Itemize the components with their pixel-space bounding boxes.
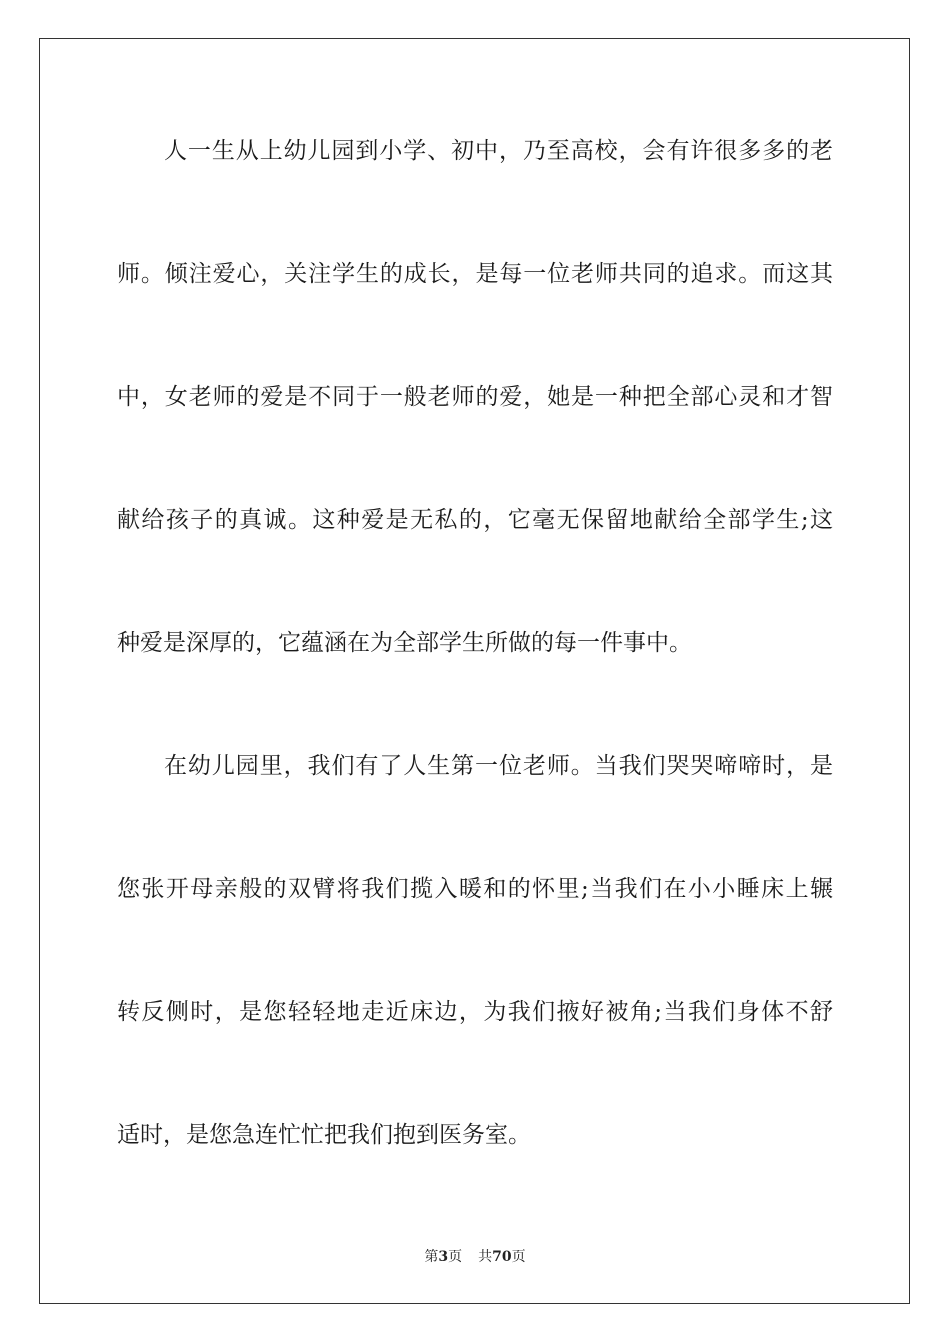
paragraph-1-line-5: 种爱是深厚的，它蕴涵在为全部学生所做的每一件事中。 (117, 630, 692, 656)
page-footer (0, 1247, 950, 1267)
paragraph-1-line-2: 师。倾注爱心，关注学生的成长，是每一位老师共同的追求。而这其 (117, 261, 833, 287)
paragraph-2-line-1: 在幼儿园里，我们有了人生第一位老师。当我们哭哭啼啼时，是 (164, 753, 833, 779)
paragraph-2-line-4: 适时，是您急连忙忙把我们抱到医务室。 (117, 1122, 531, 1148)
page-number: 3 (438, 1249, 449, 1265)
paragraph-1-line-4: 献给孩子的真诚。这种爱是无私的，它毫无保留地献给全部学生;这 (117, 507, 833, 533)
total-suffix: 页 (511, 1249, 526, 1265)
page-prefix: 第 (424, 1249, 439, 1265)
paragraph-2-line-3: 转反侧时，是您轻轻地走近床边，为我们掖好被角;当我们身体不舒 (117, 999, 833, 1025)
page-suffix: 页 (448, 1249, 463, 1265)
paragraph-1-line-1: 人一生从上幼儿园到小学、初中，乃至高校，会有许很多多的老 (164, 138, 833, 164)
paragraph-2-line-2: 您张开母亲般的双臂将我们揽入暖和的怀里;当我们在小小睡床上辗 (117, 876, 833, 902)
paragraph-1-line-3: 中，女老师的爱是不同于一般老师的爱，她是一种把全部心灵和才智 (117, 384, 833, 410)
total-pages: 70 (492, 1249, 512, 1265)
total-prefix: 共 (478, 1249, 493, 1265)
